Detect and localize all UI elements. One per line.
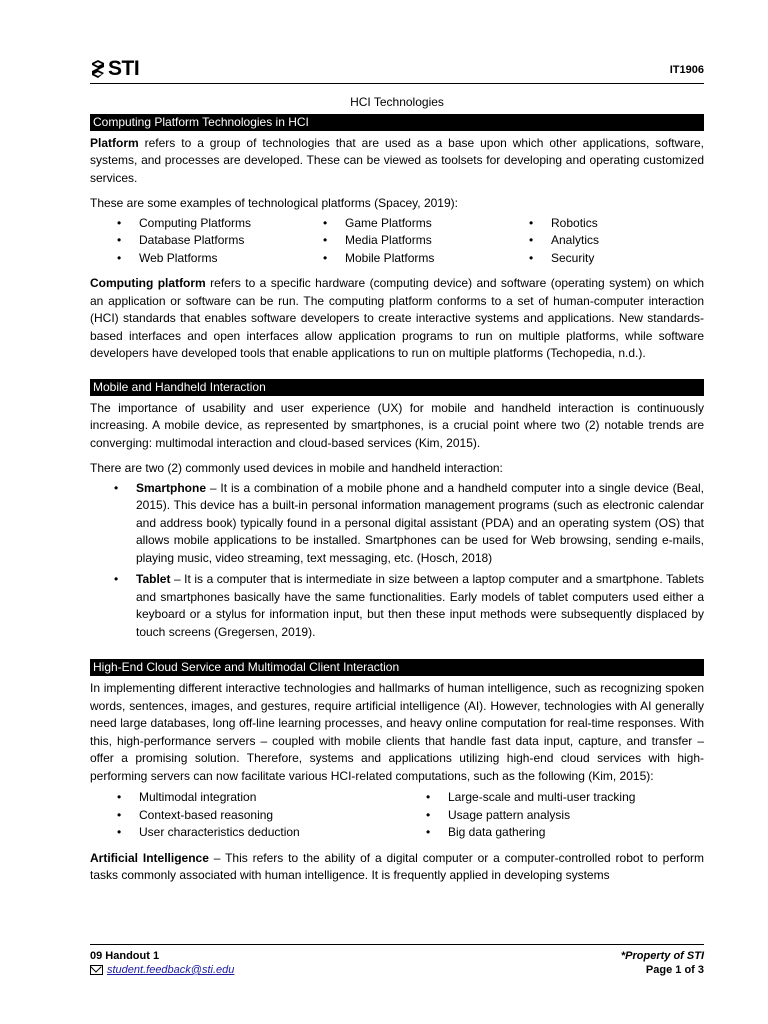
list-item: • Robotics [502,215,704,233]
section-heading-computing-platform: Computing Platform Technologies in HCI [90,114,704,131]
page-number: Page 1 of 3 [645,964,704,976]
smartphone-bullet [90,480,704,568]
sti-logo [90,56,139,82]
list-item: • Large-scale and multi-user tracking [399,789,704,807]
ai-definition: – This refers to the ability of a digital computer or a computer-controlled robot to perform tasks commonly associated with human intelligence. It is frequently applied in developing systems [90,850,704,882]
list-item: • Context-based reasoning [90,807,399,825]
footer-divider [90,944,704,945]
ai-term: Artificial Intelligence [90,850,209,865]
platform-list-column-3 [502,215,704,268]
mobile-intro-paragraph: The importance of usability and user experience (UX) for mobile and handheld interaction is continuously increasing. A mobile device, as represented by smartphones, is a crucial point where two (2) notable trends are converging: multimodal interaction and cloud-based services (Kim, 2015). [90,400,704,450]
section-heading-cloud-service: High-End Cloud Service and Multimodal Client Interaction [90,659,704,676]
list-item: • Analytics [502,232,704,250]
handout-label: 09 Handout 1 [90,950,160,962]
list-item: • Usage pattern analysis [399,807,704,825]
computing-platform-term: Computing platform [90,276,206,290]
property-label: *Property of STI [620,950,704,962]
list-item: • Computing Platforms [90,215,296,233]
list-item: • Database Platforms [90,232,296,250]
cloud-service-paragraph: In implementing different interactive technologies and hallmarks of human intelligence, such as recognizing spoken words, sentences, images, and gestures, require artificial intelligence (AI). However, technologies with AI generally need large databases, long off-line learning processes, and heavy online computation for real-time responses. With this, high-performance servers – coupled with mobile clients that handle fast data input, capture, and transfer – offer a promising solution. Therefore, systems and applications utilizing high-end cloud services with high-performing servers can now facilitate various HCI-related computations, such as the following (Kim, 2015): [90,681,704,783]
tablet-bullet [90,571,704,641]
smartphone-definition: – It is a combination of a mobile phone and a handheld computer into a single device (Beal, 2015). This device has a built-in personal information management programs (such as electronic calendar and address book) typically found in a personal digital assistant (PDA) and an operating system (OS) that allows mobile applications to be installed. Smartphones can be used for Web browsing, sending e-mails, playing music, video streaming, text messaging, etc. (Hosch, 2018) [136,480,704,565]
platform-definition: refers to a group of technologies that are used as a base upon which other applications, software, systems, and processes are developed. These can be viewed as toolsets for developing and operating customized services. [90,135,704,185]
list-item: • Game Platforms [296,215,502,233]
computing-platform-definition: refers to a specific hardware (computing device) and software (operating system) on which an application or software can be run. The computing platform conforms to a set of human-computer interaction (HCI) standards that enables software developers to create interactive systems and applications. New standards-based interfaces and open interfaces allow application programs to run on multiple platforms, while software developers have developed tools that enable applications to run on multiple platforms (Techopedia, n.d.). [90,276,704,360]
list-item: • Media Platforms [296,232,502,250]
header-divider [90,83,704,84]
tablet-term: Tablet [136,572,171,586]
sti-logo-icon [90,59,106,79]
platform-examples-intro: These are some examples of technological platforms (Spacey, 2019): [90,196,458,210]
list-item: • Web Platforms [90,250,296,268]
smartphone-term: Smartphone [136,480,207,495]
platform-paragraph [90,135,704,188]
computing-platform-paragraph [90,275,704,363]
list-item: • Mobile Platforms [296,250,502,268]
ai-paragraph [90,850,704,885]
computations-list-column-2 [399,789,704,842]
list-item: • Multimodal integration [90,789,399,807]
document-title: HCI Technologies [350,95,444,109]
platform-term: Platform [90,135,139,150]
devices-intro: There are two (2) commonly used devices in mobile and handheld interaction: [90,461,503,475]
course-code: IT1906 [669,64,704,76]
logo-text: STI [108,57,140,80]
email-row [90,964,234,976]
envelope-icon [90,965,103,975]
computations-list-column-1 [90,789,399,842]
page-header [90,56,704,84]
feedback-email-link[interactable]: student.feedback@sti.edu [107,964,235,976]
section-heading-mobile-interaction: Mobile and Handheld Interaction [90,379,704,396]
platform-list-column-1 [90,215,296,268]
platform-list-column-2 [296,215,502,268]
main-content [90,94,704,893]
list-item: • Security [502,250,704,268]
list-item: • Big data gathering [399,824,704,842]
tablet-definition: – It is a computer that is intermediate in size between a laptop computer and a smartphone. Tablets and smartphones basically have the same functionalities. Early models of tablet computers used either a keyboard or a stylus for information input, but then these input methods were subsequently displaced by touch screens (Gregersen, 2019). [136,572,704,639]
platform-examples-list [90,215,704,268]
hci-computations-list [90,789,704,842]
list-item: • User characteristics deduction [90,824,399,842]
